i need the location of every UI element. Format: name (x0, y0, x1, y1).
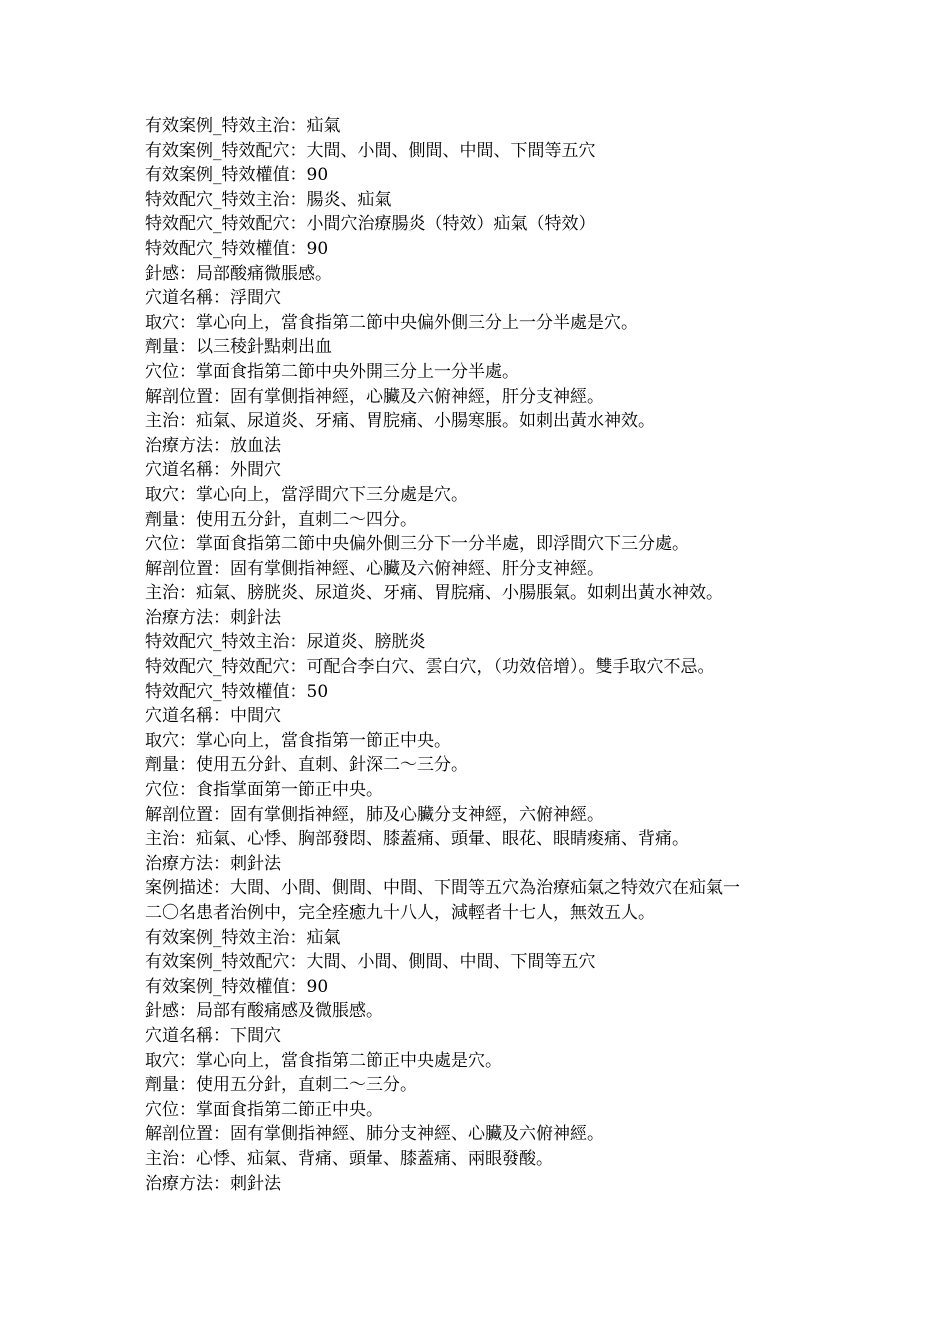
text-line: 特效配穴_特效權值：50 (145, 681, 329, 702)
text-line: 治療方法：刺針法 (145, 1173, 281, 1194)
text-line: 穴道名稱：下間穴 (145, 1025, 281, 1046)
text-line: 特效配穴_特效主治：腸炎、疝氣 (145, 189, 392, 210)
text-line: 主治：疝氣、尿道炎、牙痛、胃脘痛、小腸寒脹。如刺出黃水神效。 (145, 411, 655, 432)
text-line: 穴道名稱：浮間穴 (145, 288, 281, 309)
text-line: 取穴：掌心向上，當食指第二節正中央處是穴。 (145, 1050, 502, 1071)
text-line: 穴道名稱：中間穴 (145, 706, 281, 727)
text-line: 針感：局部酸痛微脹感。 (145, 263, 332, 284)
text-line: 有效案例_特效主治：疝氣 (145, 116, 341, 136)
text-line: 解剖位置：固有掌側指神經、心臟及六俯神經、肝分支神經。 (145, 558, 604, 579)
text-line: 有效案例_特效主治：疝氣 (145, 927, 341, 948)
text-line: 治療方法：刺針法 (145, 853, 281, 874)
text-line: 穴道名稱：外間穴 (145, 460, 281, 481)
text-line: 取穴：掌心向上，當浮間穴下三分處是穴。 (145, 484, 468, 505)
text-line: 解剖位置：固有掌側指神經，肺及心臟分支神經，六俯神經。 (145, 804, 604, 825)
text-line: 穴位：食指掌面第一節正中央。 (145, 780, 383, 801)
text-line: 穴位：掌面食指第二節中央偏外側三分下一分半處，即浮間穴下三分處。 (145, 534, 689, 555)
text-line: 特效配穴_特效主治：尿道炎、膀胱炎 (145, 632, 426, 653)
text-line: 有效案例_特效權值：90 (145, 165, 329, 186)
text-line: 針感：局部有酸痛感及微脹感。 (145, 1001, 383, 1022)
text-line: 劑量：使用五分針，直刺二～四分。 (145, 509, 417, 530)
text-line: 劑量：使用五分針、直刺、針深二～三分。 (145, 755, 468, 776)
text-line: 主治：心悸、疝氣、背痛、頭暈、膝蓋痛、兩眼發酸。 (145, 1148, 553, 1169)
text-line: 案例描述：大間、小間、側間、中間、下間等五穴為治療疝氣之特效穴在疝氣一 (145, 878, 740, 899)
text-line: 治療方法：放血法 (145, 435, 281, 456)
text-line: 解剖位置：固有掌側指神經，心臟及六俯神經，肝分支神經。 (145, 386, 604, 407)
text-line: 有效案例_特效配穴：大間、小間、側間、中間、下間等五穴 (145, 952, 596, 973)
text-line: 穴位：掌面食指第二節正中央。 (145, 1099, 383, 1120)
text-line: 二〇名患者治例中，完全痊癒九十八人，減輕者十七人，無效五人。 (145, 903, 655, 923)
text-line: 解剖位置：固有掌側指神經、肺分支神經、心臟及六俯神經。 (145, 1124, 604, 1145)
text-line: 取穴：掌心向上，當食指第一節正中央。 (145, 730, 451, 751)
text-line: 治療方法：刺針法 (145, 607, 281, 628)
text-line: 特效配穴_特效權值：90 (145, 238, 329, 259)
text-line: 劑量：使用五分針，直刺二～三分。 (145, 1075, 417, 1096)
text-line: 特效配穴_特效配穴：小間穴治療腸炎（特效）疝氣（特效） (145, 214, 596, 235)
document-body (145, 114, 835, 1196)
text-line: 有效案例_特效權值：90 (145, 976, 329, 997)
text-line: 劑量：以三稜針點刺出血 (145, 337, 332, 358)
text-line: 主治：疝氣、膀胱炎、尿道炎、牙痛、胃脘痛、小腸脹氣。如刺出黃水神效。 (145, 583, 723, 604)
text-line: 主治：疝氣、心悸、胸部發悶、膝蓋痛、頭暈、眼花、眼睛痠痛、背痛。 (145, 829, 689, 850)
text-line: 穴位：掌面食指第二節中央外開三分上一分半處。 (145, 361, 519, 382)
text-line: 特效配穴_特效配穴：可配合李白穴、雲白穴，（功效倍增）。雙手取穴不忌。 (145, 657, 715, 678)
text-line: 有效案例_特效配穴：大間、小間、側間、中間、下間等五穴 (145, 140, 596, 161)
text-line: 取穴：掌心向上，當食指第二節中央偏外側三分上一分半處是穴。 (145, 312, 638, 333)
